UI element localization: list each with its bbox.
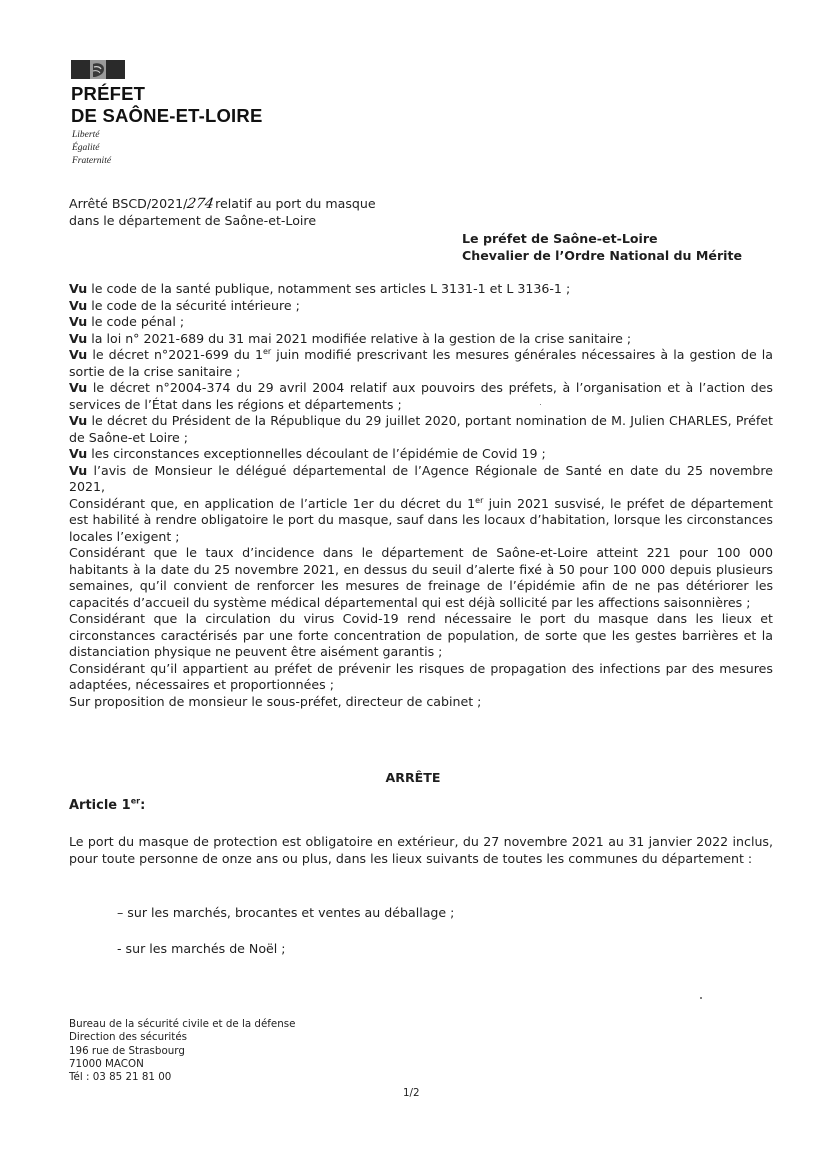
motto-liberte: Liberté <box>72 130 100 140</box>
visa-item: Vu le code de la santé publique, notamment ses articles L 3131-1 et L 3136-1 ; <box>69 281 571 296</box>
motto-egalite: Égalité <box>72 143 100 153</box>
article-1-item: - sur les marchés de Noël ; <box>117 941 286 956</box>
footer-line: 71000 MACON <box>69 1057 144 1070</box>
signatory-line1: Le préfet de Saône-et-Loire <box>462 231 658 246</box>
decree-reference <box>69 196 376 212</box>
considerant-item: Considérant que la circulation du virus Covid-19 rend nécessaire le port du masque dans les lieux et circonstances caractérisés par une forte concentration de population, de sorte que les gestes barrières et la distanciation physique ne peuvent être aisément garantis ; <box>69 611 773 659</box>
article-1-item: – sur les marchés, brocantes et ventes au déballage ; <box>117 905 455 920</box>
considerant-item: Considérant qu’il appartient au préfet de prévenir les risques de propagation des infections par des mesures adaptées, nécessaires et proportionnées ; <box>69 660 773 692</box>
visa-item: Vu la loi n° 2021-689 du 31 mai 2021 modifiée relative à la gestion de la crise sanitaire ; <box>69 330 632 346</box>
visa-item: Vu les circonstances exceptionnelles découlant de l’épidémie de Covid 19 ; <box>69 446 546 461</box>
article-1-title: Article 1er: <box>69 796 146 813</box>
scan-speck <box>540 404 541 405</box>
marianne-logo-icon <box>71 60 125 79</box>
prefecture-title-line2: DE SAÔNE-ET-LOIRE <box>71 105 263 126</box>
visa-item: Vu le décret du Président de la République du 29 juillet 2020, portant nomination de M. Julien CHARLES, Préfet de Saône-et Loire ; <box>69 413 773 445</box>
visa-item: Vu le décret n°2004-374 du 29 avril 2004 relatif aux pouvoirs des préfets, à l’organisation et à l’action des services de l’État dans les régions et départements ; <box>69 380 773 412</box>
footer-line: Bureau de la sécurité civile et de la défense <box>69 1018 296 1030</box>
preamble <box>69 281 773 710</box>
reference-suffix: relatif au port du masque <box>215 196 376 211</box>
visa-item: Vu l’avis de Monsieur le délégué départemental de l’Agence Régionale de Santé en date du 25 novembre 2021, <box>69 462 773 494</box>
article-1-text: Le port du masque de protection est obligatoire en extérieur, du 27 novembre 2021 au 31 janvier 2022 inclus, pour toute personne de onze ans ou plus, dans les lieux suivants de toutes les communes du département : <box>69 834 773 866</box>
motto-fraternite: Fraternité <box>72 156 112 166</box>
handwritten-number: 274 <box>186 196 216 212</box>
signatory-line2: Chevalier de l’Ordre National du Mérite <box>462 248 743 263</box>
visa-item: Vu le décret n°2021-699 du 1er juin modifié prescrivant les mesures générales nécessaires à la gestion de la sortie de la crise sanitaire ; <box>69 346 773 379</box>
considerant-item: Considérant que le taux d’incidence dans le département de Saône-et-Loire atteint 221 pour 100 000 habitants à la date du 25 novembre 2021, en dessus du seuil d’alerte fixé à 50 pour 100 000 depuis plusieurs semaines, qu’il convient de renforcer les mesures de freinage de l’épidémie afin de ne pas détériorer les capacités d’accueil du système médical départemental qui est déjà sollicité par les affections saisonnières ; <box>69 545 773 610</box>
footer-line: Tél : 03 85 21 81 00 <box>69 1071 172 1084</box>
scan-speck <box>700 997 702 999</box>
footer-line: 196 rue de Strasbourg <box>69 1044 185 1057</box>
decision-title: ARRÊTE <box>385 770 441 785</box>
page-number: 1/2 <box>403 1087 420 1099</box>
considerant-item: Sur proposition de monsieur le sous-préfet, directeur de cabinet ; <box>69 693 482 709</box>
footer-line: Direction des sécurités <box>69 1031 188 1044</box>
visa-item: Vu le code de la sécurité intérieure ; <box>69 297 300 313</box>
footer-address <box>69 1018 296 1084</box>
reference-prefix: Arrêté BSCD/2021/ <box>69 196 188 211</box>
prefecture-title-line1: PRÉFET <box>71 83 146 104</box>
reference-line2: dans le département de Saône-et-Loire <box>69 213 317 228</box>
visa-item: Vu le code pénal ; <box>69 314 185 329</box>
considerant-item: Considérant que, en application de l’article 1er du décret du 1er juin 2021 susvisé, le préfet de département est habilité à rendre obligatoire le port du masque, sauf dans les locaux d’habitation, lorsque les circonstances locales l’exigent ; <box>69 495 773 544</box>
